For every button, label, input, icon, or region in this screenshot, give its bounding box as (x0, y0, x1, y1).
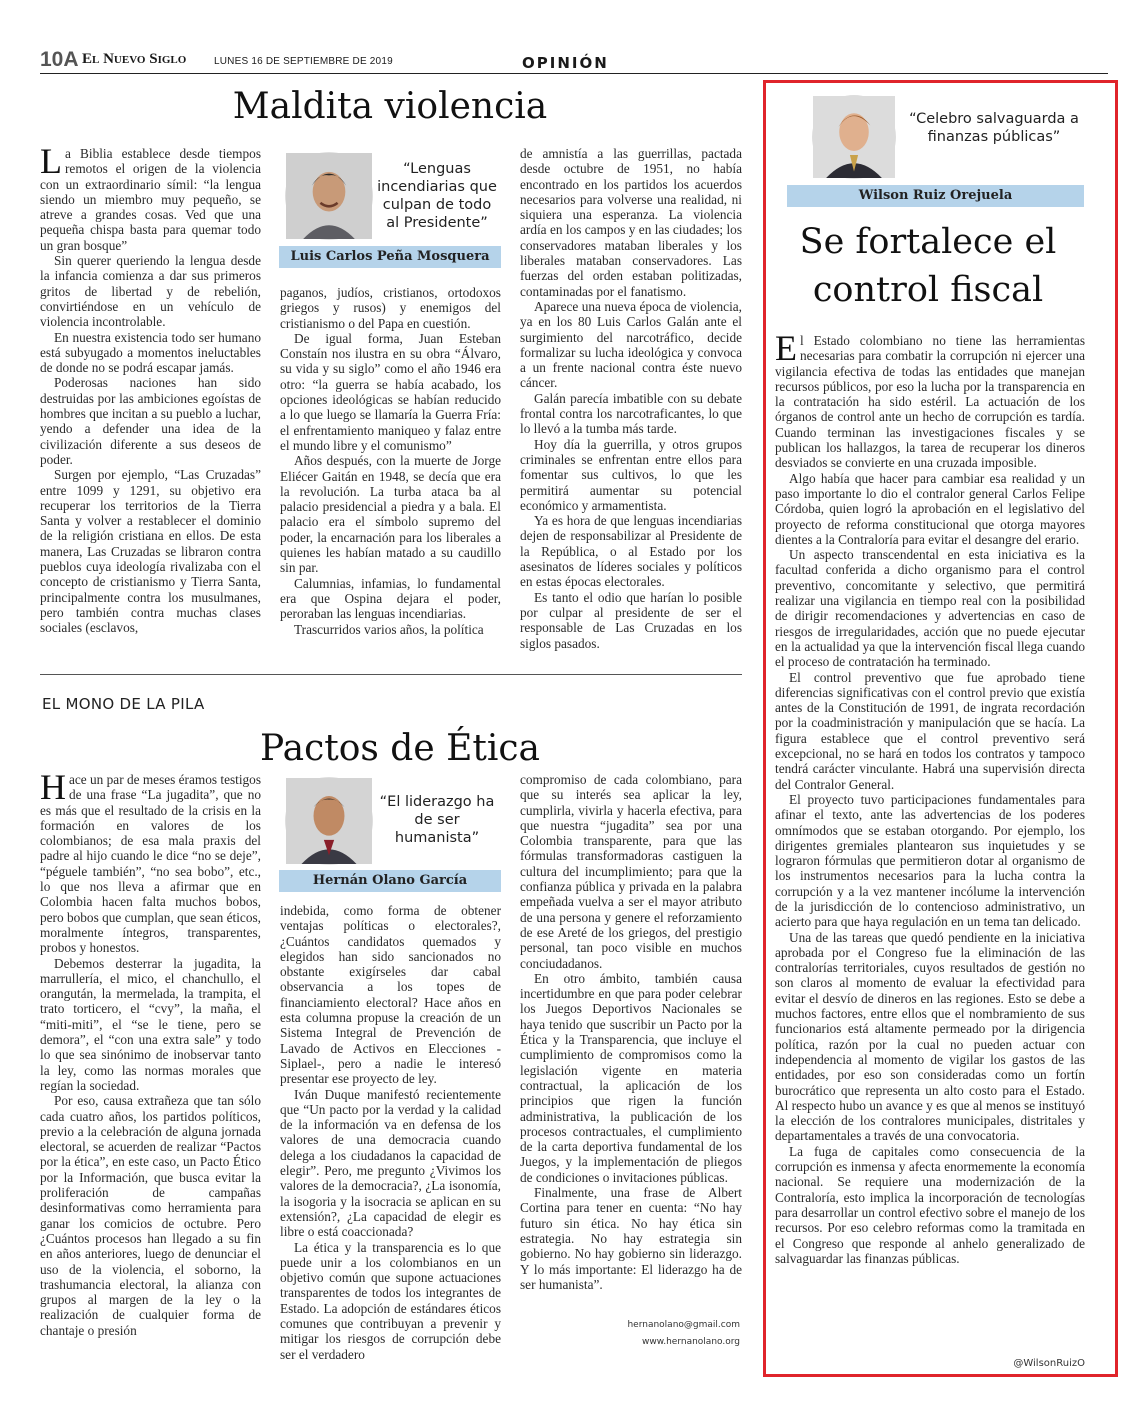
paragraph: Ya es hora de que lenguas incendiarias dejen de responsabilizar al Presidente de la República, o al Estado por los asesinatos de líderes sociales y políticos en estas épocas electorales. (520, 513, 742, 590)
paragraph: Calumnias, infamias, lo fundamental era que Ospina dejara el poder, peroraban las lenguas incendiarias. (280, 575, 501, 622)
paragraph: Por eso, causa extrañeza que tan sólo cada cuatro años, los partidos políticos, previo a la celebración de alguna jornada electoral, se acuerden de realizar “Pactos por la ética”, en este caso, un Pacto Ético por la Información, que busca evitar la proliferación de campañas desinformativas como herramienta para ganar los comicios de octubre. Pero ¿Cuántos procesos han llegado a su fin en años anteriores, luego de denunciar el uso de la violencia, el soborno, la trashumancia electoral, la alianza con grupos al margen de la ley o la realización de cualquier forma de chantaje o presión (40, 1093, 261, 1338)
paragraph: indebida, como forma de obtener ventajas políticas o electorales?, ¿Cuántos candidatos quemados y elegidos han sido sancionados no obstante exigírseles dar cabal observancia a los topes de financiamiento electoral? Hace años en esta columna propuse la creación de un Sistema Integral de Prevención de Lavado de Activos en Elecciones -Siplael-, pero a nadie le interesó presentar ese proyecto de ley. (280, 903, 501, 1087)
paragraph: Finalmente, una frase de Albert Cortina para tener en cuenta: “No hay futuro sin ética. No hay ética sin estrategia. No hay estrategia sin gobierno. No hay gobierno sin liderazgo. Y lo más importante: El liderazgo ha de ser humanista”. (520, 1185, 742, 1292)
paragraph: a Biblia establece desde tiempos remotos el origen de la violencia con un extraordinario símil: “la lengua siendo un miembro muy pequeño, se atreve a grandes cosas. Ved que una pequeña chispa basta para quemar todo un gran bosque” (40, 146, 261, 253)
portrait-image (813, 96, 895, 178)
paragraph: Debemos desterrar la jugadita, la marrullería, el mico, el chanchullo, el orangután, la mermelada, la trampita, el trato torticero, el “cvy”, la maña, el “miti-miti”, el “se le tiene, pero se demora”, el “con una extra sale” y todo lo que sea sinónimo de inobservar tanto la ley, como las normas morales que regían la sociedad. (40, 955, 261, 1093)
article2-column-2 (280, 903, 501, 1362)
section-divider (40, 674, 742, 675)
paragraph: De igual forma, Juan Esteban Constaín nos ilustra en su obra “Álvaro, su vida y su siglo” como el año 1946 era otro: “la guerra se había acabado, los opciones ideológicas se habían reducido a lo que luego se llamaría la Guerra Fría: el enfrentamiento maniqueo y falaz entre el mundo libre y el comunismo” (280, 330, 501, 453)
paragraph: Aparece una nueva época de violencia, ya en los 80 Luis Carlos Galán ante el surgimiento del narcotráfico, decide formalizar su lucha ideológica y convoca a un frente nacional contra éste nuevo cáncer. (520, 298, 742, 391)
author-box-pena (279, 150, 501, 268)
newspaper-name: El Nuevo Siglo (82, 51, 187, 67)
author-box-olano (279, 775, 501, 893)
paragraph: En otro ámbito, también causa incertidumbre en que para poder celebrar los Juegos Deportivos Nacionales se haya tenido que suscribir un Pacto por la Ética y la Transparencia, que incluye el cumplimiento de compromisos como la legislación vigente en materia contractual, la aplicación de los principios que rigen la función administrativa, la publicación de los procesos contractuales, el cumplimiento de la carta deportiva fundamental de los Juegos, y la implementación de pliegos de condiciones o invitaciones públicas. (520, 970, 742, 1185)
paragraph: Sin querer queriendo la lengua desde la infancia comienza a dar sus primeros gritos de libertad y de rebelión, convirtiéndose en un vehículo de violencia incontrolable. (40, 253, 261, 330)
pull-quote: “El liderazgo ha de ser humanista” (379, 794, 495, 846)
paragraph: El proyecto tuvo participaciones fundamentales para afinar el texto, ante las advertencias de los poderes omnímodos que se estaban otorgando. Por ejemplo, los dirigentes gremiales plantearon sus inquietudes y se lograron fórmulas que permitieron dotar al organismo de los instrumentos necesarios para la lucha contra la corrupción y a la vez mantener incólume la intervención de la jurisdicción de lo contencioso administrativo, un acierto para que haya regulación en un tema tan delicado. (775, 791, 1085, 930)
dropcap: H (40, 767, 66, 807)
author-handle: @WilsonRuizO (1013, 1358, 1085, 1369)
paragraph: compromiso de cada colombiano, para que su interés sea aplicar la ley, cumplirla, vivirla y hacerla efectiva, para que nuestra “jugadita” sea por una Colombia transparente, para que las fórmulas transformadoras castiguen la cultura del incumplimiento; para que la confianza pública y privada en la palabra empeñada vuelva a ser el mayor atributo de una persona y genere el reforzamiento de ese Areté de los griegos, del prestigio personal, tan poco visible en muchos conciudadanos. (520, 772, 742, 971)
paragraph: ace un par de meses éramos testigos de una frase “La jugadita”, que no es más que el resultado de la crisis en la formación en valores de los colombianos; de esa mala praxis del padre al hijo cuando le dice “no se deje”, “péguele también”, “no sea bobo”, etc., lo que nos lleva a afirmar que en Colombia hacen falta muchos bobos, pero bobos que cumplan, que sean éticos, moralmente íntegros, transparentes, probos y honestos. (40, 772, 261, 956)
paragraph: Una de las tareas que quedó pendiente en la iniciativa aprobada por el Congreso fue la eliminación de las contralorías territoriales, cuyos resultados de gestión no son claros al momento de evaluar la efectividad para evitar el desvío de dineros en las regiones. Esto se debe a muchos factores, entre ellos que el nombramiento de sus funcionarios está altamente permeado por la dirigencia política, razón por la cual no pueden actuar con independencia al momento de vigilar los gastos de las entidades, por eso son consideradas como un fortín burocrático que representa un alto costo para el Estado. Al respecto hubo un avance y es que al menos se instituyó la elección de los contralores municipales, distritales y departamentales a través de una convocatoria. (775, 929, 1085, 1144)
author-box-ruiz (787, 95, 1084, 210)
paragraph: Galán parecía imbatible con su debate frontal contra los narcotraficantes, lo que lo llevó a la tumba más tarde. (520, 390, 742, 437)
article2-title: Pactos de Ética (260, 728, 540, 769)
paragraph: Un aspecto transcendental en esta iniciativa es la facultad conferida a dicho organismo para el control preventivo, concomitante y selectivo, que permitirá realizar una vigilancia en tiempo real con la posibilidad de dirigir recomendaciones y advertencias en caso de riesgos de irregularidades, acción que no puede ejecutar en la actualidad ya que la intervención fiscal llega cuando el proceso de contratación ha terminado. (775, 547, 1085, 670)
article3-title-line-1: Se fortalece el (799, 222, 1057, 262)
author-nameplate: Hernán Olano García (279, 870, 501, 892)
page-number: 10A (40, 48, 79, 71)
paragraph: Hoy día la guerrilla, y otros grupos criminales se enfrentan entre ellos para fomentar sus cultivos, lo que les permitirá aumentar su potencial económico y armamentista. (520, 436, 742, 513)
issue-date: LUNES 16 DE SEPTIEMBRE DE 2019 (214, 56, 393, 67)
page-header (40, 48, 1108, 74)
section-title: OPINIÓN (522, 54, 609, 72)
column-kicker: EL MONO DE LA PILA (42, 695, 205, 713)
author-nameplate: Wilson Ruiz Orejuela (787, 185, 1084, 207)
paragraph: Algo había que hacer para cambiar esa realidad y un paso importante lo dio el contralor general Carlos Felipe Córdoba, quien logró la aprobación en el legislativo del proyecto de reforma constitucional que otorga mayores dientes a la Contraloría para evitar el desangre del erario. (775, 470, 1085, 547)
paragraph: La fuga de capitales como consecuencia de la corrupción es inmensa y afecta enormemente la economía nacional. Se requiere una modernización de la Contraloría, esto implica la incorporación de tecnologías para desarrollar un control efectivo sobre el manejo de los recursos. Por eso celebro reformas como la tramitada en el Congreso que responde al anhelo generalizado de salvaguardar las finanzas públicas. (775, 1143, 1085, 1266)
pull-quote: “Lenguas incendiarias que culpan de todo al Presidente” (377, 161, 497, 231)
article1-column-2 (280, 285, 501, 662)
author-photo (285, 777, 373, 865)
article3-body (775, 328, 1085, 1356)
paragraph: Iván Duque manifestó recientemente que “Un pacto por la verdad y la calidad de la información va en defensa de los valores de una democracia cuando delega a los ciudadanos la capacidad de elegir”. Pero, me pregunto ¿Vivimos los valores de la democracia?, ¿La isonomía, la isogoria y la isocracia se aplican en su extensión?, ¿La capacidad de elegir es libre o está coaccionada? (280, 1086, 501, 1240)
article3-title-line-2: control fiscal (812, 270, 1044, 310)
article2-column-1 (40, 767, 261, 1352)
paragraph: El control preventivo que fue aprobado tiene diferencias significativas con el control previo que existía antes de la Constitución de 1991, de ingrata recordación por la coadministración y manipulación que se hacía. La figura establece que el control preventivo será excepcional, no se hará en todos los contratos y tampoco tendrá carácter vinculante. Habrá una supervisión directa del Contralor General. (775, 669, 1085, 792)
paragraph: Es tanto el odio que harían lo posible por culpar al presidente de ser el responsable de Las Cruzadas en los siglos pasados. (520, 589, 742, 651)
dropcap: E (775, 328, 797, 368)
paragraph: Trascurridos varios años, la política (294, 621, 484, 637)
article1-column-1 (40, 141, 261, 662)
paragraph: paganos, judíos, cristianos, ortodoxos griegos y rusos) y enemigos del cristianismo o del Papa en cuestión. (280, 285, 501, 331)
paragraph: La ética y la transparencia es lo que puede unir a los colombianos en un objetivo común que supone actuaciones transparentes de todos los integrantes de Estado. La adopción de estándares éticos comunes que contribuyan a prevenir y mitigar los riesgos de corrupción debe ser el verdadero (280, 1239, 501, 1362)
author-website: www.hernanolano.org (641, 1337, 740, 1347)
author-photo (285, 152, 373, 240)
portrait-image (286, 153, 372, 239)
paragraph: l Estado colombiano no tiene las herramientas necesarias para combatir la corrupción ni ejercer una vigilancia efectiva de todas las entidades que manejan recursos públicos, por eso la lucha por la transparencia en la contratación ha sido estéril. La actuación de los órganos de control ante un hecho de corrupción es tardía. Cuando terminan las investigaciones fiscales y se publican los hallazgos, la tarea de recuperar los dineros desviados se convierte en una cruzada imposible. (775, 333, 1085, 471)
author-nameplate: Luis Carlos Peña Mosquera (279, 246, 501, 268)
author-email: hernanolano@gmail.com (627, 1320, 740, 1330)
paragraph: Poderosas naciones han sido destruidas por las ambiciones egoístas de hombres que incitan a su pueblo a luchar, yendo a defender una idea de la civilización diferente a sus deseos de poder. (40, 375, 261, 467)
dropcap: L (40, 141, 62, 181)
author-photo (812, 95, 896, 179)
pull-quote: “Celebro salvaguarda a finanzas públicas” (909, 111, 1079, 145)
article1-title: Maldita violencia (232, 86, 548, 127)
paragraph: En nuestra existencia todo ser humano está subyugado a momentos ineluctables de donde no se podrá escapar jamás. (40, 329, 261, 376)
article2-column-3 (520, 772, 742, 1314)
portrait-image (286, 778, 372, 864)
paragraph: Surgen por ejemplo, “Las Cruzadas” entre 1099 y 1291, su objetivo era recuperar los territorios de la Tierra Santa y volver a restablecer el dominio de la religión cristiana en ellos. De esta manera, Las Cruzadas se libraron contra pueblos cuya ideología rivalizaba con el concepto de cristianismo y Tierra Santa, principalmente contra los musulmanes, pero también contra muchas clases sociales (esclavos, (40, 467, 261, 636)
paragraph: Años después, con la muerte de Jorge Eliécer Gaitán en 1948, se decía que era la revolución. La turba ataca ba al palacio presidencial a piedra y a bala. El palacio era el símbolo supremo del poder, la encarnación para los liberales a quienes les habían matado a su caudillo sin par. (280, 453, 501, 576)
article1-column-3 (520, 146, 742, 662)
paragraph: de amnistía a las guerrillas, pactada desde octubre de 1951, no había encontrado en los partidos los acuerdos necesarios para volverse una realidad, ni siquiera una esperanza. La violencia ardía en los campos y en las ciudades; los conservadores mataban liberales y los liberales mataban conservadores. Las fuerzas del orden estaban politizadas, contaminadas por el fanatismo. (520, 146, 742, 299)
